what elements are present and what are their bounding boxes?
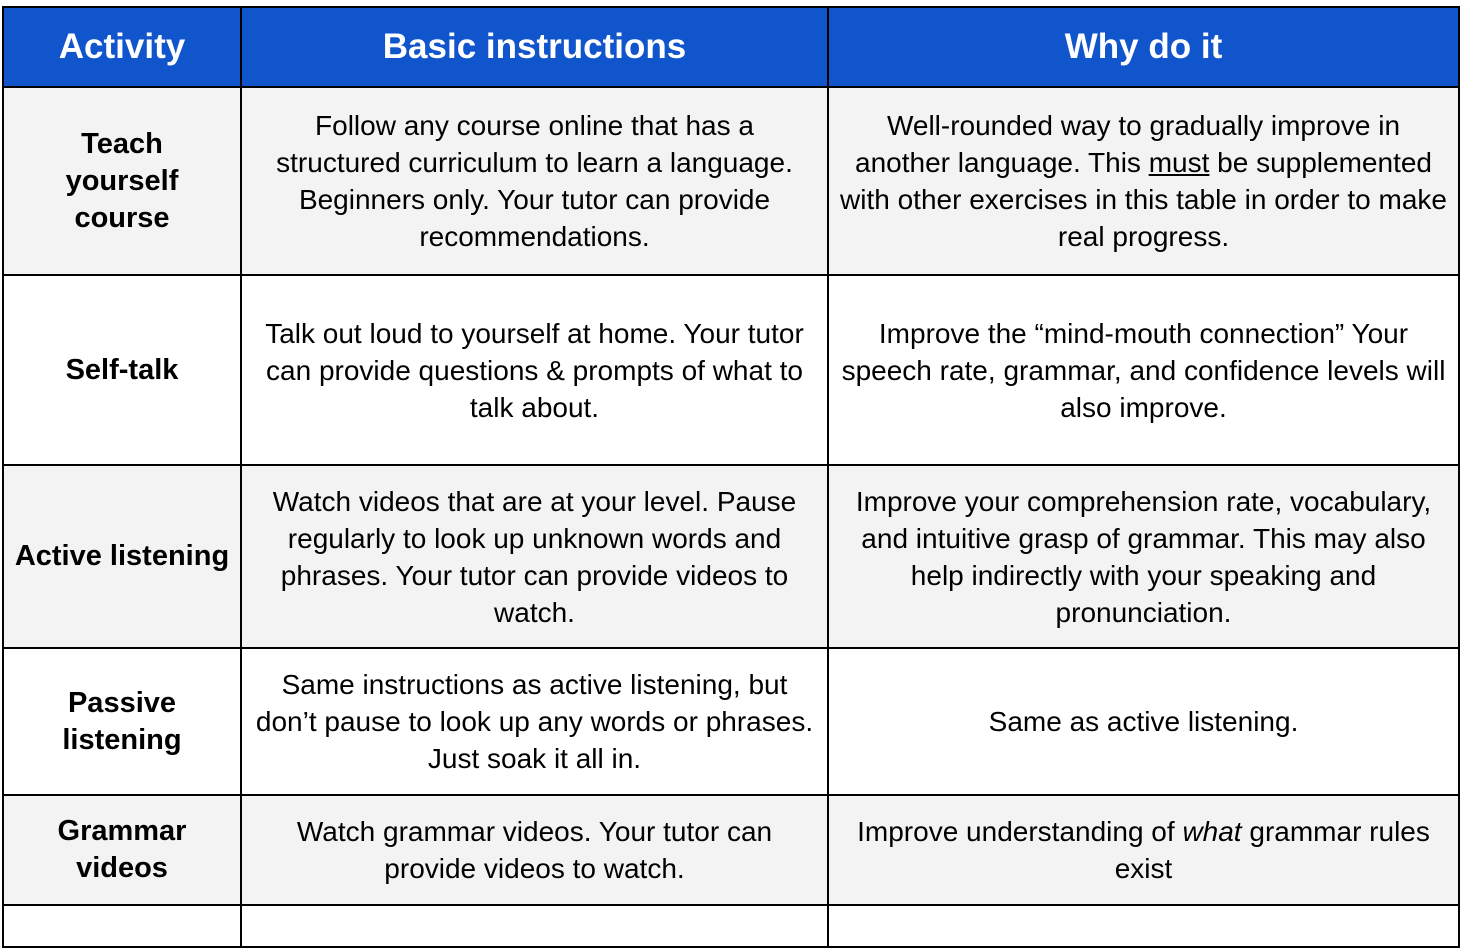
activity-cell: Grammar videos (3, 795, 241, 905)
instructions-cell-empty (241, 905, 828, 947)
why-text-end: grammar rules exist (1114, 816, 1430, 884)
why-cell (828, 87, 1459, 275)
why-text-start: Improve understanding of (857, 816, 1183, 847)
table-row (3, 275, 1459, 465)
why-cell (828, 795, 1459, 905)
activity-cell (3, 87, 241, 275)
why-cell: Improve the “mind-mouth connection” Your speech rate, grammar, and confidence levels will also improve. (828, 275, 1459, 465)
header-why-do-it: Why do it (828, 7, 1459, 87)
why-cell-empty (828, 905, 1459, 947)
table-row (3, 465, 1459, 648)
table-row (3, 795, 1459, 905)
instructions-cell: Talk out loud to yourself at home. Your tutor can provide questions & prompts of what to talk about. (241, 275, 828, 465)
activity-cell: Passive listening (3, 648, 241, 795)
header-basic-instructions: Basic instructions (241, 7, 828, 87)
instructions-cell: Same instructions as active listening, but don’t pause to look up any words or phrases. Just soak it all in. (241, 648, 828, 795)
activity-cell-empty (3, 905, 241, 947)
activity-cell: Self-talk (3, 275, 241, 465)
instructions-cell: Watch grammar videos. Your tutor can provide videos to watch. (241, 795, 828, 905)
why-text-start: Well-rounded way to gradually improve in another language. This (855, 110, 1401, 178)
instructions-cell: Watch videos that are at your level. Pause regularly to look up unknown words and phrases. Your tutor can provide videos to watch. (241, 465, 828, 648)
why-cell: Same as active listening. (828, 648, 1459, 795)
table-row (3, 87, 1459, 275)
table-row (3, 648, 1459, 795)
why-text-end: be supplemented with other exercises in this table in order to make real progress. (840, 147, 1447, 252)
table-row-partial (3, 905, 1459, 947)
why-emphasis: must (1148, 147, 1210, 178)
header-activity: Activity (3, 7, 241, 87)
activity-cell: Active listening (3, 465, 241, 648)
activities-table (2, 6, 1460, 948)
why-cell: Improve your comprehension rate, vocabulary, and intuitive grasp of grammar. This may also help indirectly with your speaking and pronunciation. (828, 465, 1459, 648)
activity-name: Teach yourself course (65, 127, 179, 234)
instructions-cell: Follow any course online that has a structured curriculum to learn a language. Beginners only. Your tutor can provide recommendations. (241, 87, 828, 275)
why-emphasis: what (1182, 816, 1242, 847)
header-row (3, 7, 1459, 87)
